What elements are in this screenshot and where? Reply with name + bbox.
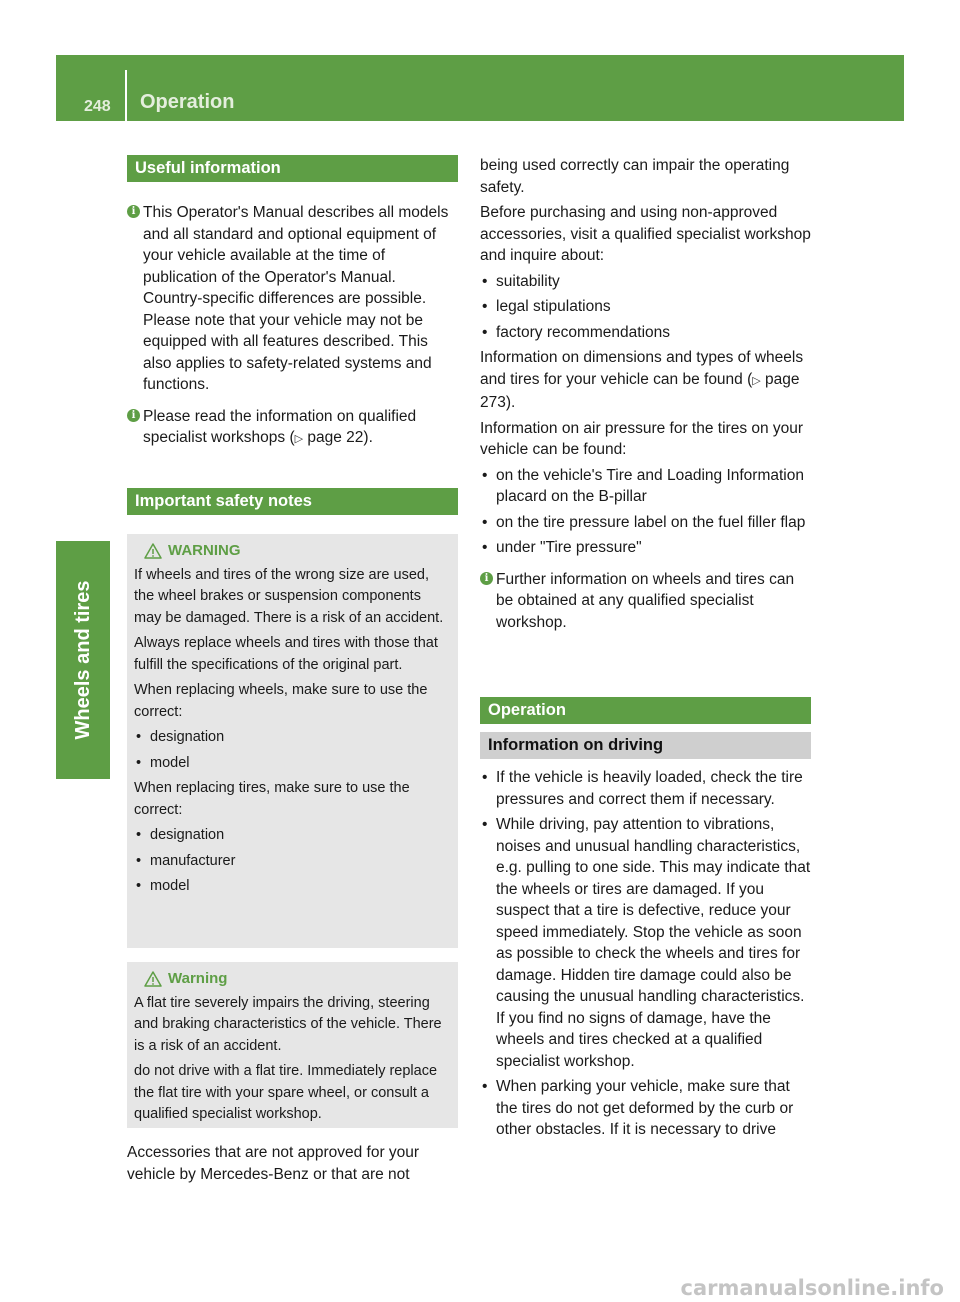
warning-text: If wheels and tires of the wrong size are used, the wheel brakes or suspension components may be damaged. There is a risk of an accident.	[134, 566, 444, 626]
dimensions-text: Information on dimensions and types of wheels and tires for your vehicle can be found (	[480, 349, 804, 388]
info-note-manual-text: This Operator's Manual describes all models and all standard and optional equipment of your vehicle available at the time of publication of the Operator's Manual. Country-specific differences are possible. Please note that your vehicle may not be equipped with all features described. This also applies to safety-related systems and functions.	[143, 204, 449, 393]
info-icon: i	[480, 572, 493, 585]
info-note-further	[480, 569, 811, 634]
page-ref-273[interactable]: page 273).	[480, 370, 800, 411]
warning-title: WARNING	[168, 542, 241, 559]
before-purchasing-paragraph: Before purchasing and using non-approved accessories, visit a qualified specialist workshop and inquire about:	[480, 204, 811, 264]
info-icon: i	[127, 409, 140, 422]
air-pressure-paragraph: Information on air pressure for the tires on your vehicle can be found:	[480, 419, 804, 458]
important-safety-notes-heading: Important safety notes	[127, 488, 458, 515]
warning-triangle-icon	[144, 971, 162, 987]
list-item: • on the tire pressure label on the fuel filler flap	[480, 512, 811, 534]
driving-list	[480, 767, 811, 1141]
right-text-block	[480, 155, 811, 633]
warning-title: Warning	[168, 970, 228, 987]
warning-box-flat-tire	[127, 962, 458, 1128]
warning-triangle-icon	[144, 543, 162, 559]
useful-info-block	[127, 202, 458, 451]
info-note-further-text: Further information on wheels and tires can be obtained at any qualified specialist workshop.	[496, 570, 795, 631]
list-item: • designation	[134, 825, 452, 847]
list-item: • While driving, pay attention to vibrations, noises and unusual handling characteristics, e.g. pulling to one side. This may indicate that the wheels or tires are damaged. If you suspect that a tire is defective, reduce your speed immediately. Stop the vehicle as soon as possible to check the wheels and tires for damage. Hidden tire damage could also be causing the unusual handling characteristics. If you find no signs of damage, have the wheels and tires checked at a qualified specialist workshop.	[480, 814, 811, 1072]
list-item: • model	[134, 753, 452, 775]
list-item: • If the vehicle is heavily loaded, check the tire pressures and correct them if necessary.	[480, 767, 811, 810]
page-number: 248	[84, 98, 111, 115]
side-tab-label: Wheels and tires	[72, 580, 94, 740]
warning-box-wheel-size	[127, 534, 458, 948]
info-note-manual	[127, 202, 458, 396]
list-item: • model	[134, 876, 452, 898]
header-divider	[125, 70, 127, 121]
dimensions-paragraph	[480, 347, 811, 414]
info-note-workshops	[127, 406, 458, 451]
warning-text: When replacing tires, make sure to use the correct:	[134, 780, 410, 818]
page-ref-22[interactable]: page 22).	[307, 429, 373, 446]
warning-text: do not drive with a flat tire. Immediately replace the flat tire with your spare wheel, or consult a qualified specialist workshop.	[134, 1063, 438, 1122]
list-item: • manufacturer	[134, 851, 452, 873]
info-note-workshops-text: Please read the information on qualified specialist workshops (	[143, 407, 417, 446]
warning-text: When replacing wheels, make sure to use the correct:	[134, 682, 428, 720]
list-item: • factory recommendations	[480, 322, 811, 344]
page-ref-arrow-icon: ▷	[294, 433, 304, 445]
watermark: carmanualsonline.info	[680, 1275, 944, 1300]
list-item: • legal stipulations	[480, 296, 811, 318]
accessories-paragraph: Accessories that are not approved for your vehicle by Mercedes-Benz or that are not	[127, 1144, 420, 1183]
useful-information-heading: Useful information	[127, 155, 458, 182]
continued-paragraph: being used correctly can impair the operating safety.	[480, 157, 790, 196]
list-item: • under "Tire pressure"	[480, 537, 811, 559]
warning-header	[134, 540, 452, 562]
info-icon: i	[127, 205, 140, 218]
list-item: • on the vehicle's Tire and Loading Information placard on the B-pillar	[480, 465, 811, 508]
warning-text: Always replace wheels and tires with those that fulfill the specifications of the original part.	[134, 635, 438, 673]
list-item: • suitability	[480, 271, 811, 293]
list-item: • When parking your vehicle, make sure that the tires do not get deformed by the curb or other obstacles. If it is necessary to drive	[480, 1076, 811, 1141]
warning-header	[134, 968, 452, 990]
page-ref-arrow-icon: ▷	[752, 374, 761, 387]
list-item: • designation	[134, 727, 452, 749]
operation-heading: Operation	[480, 697, 811, 724]
information-on-driving-heading: Information on driving	[480, 732, 811, 759]
warning-text: A flat tire severely impairs the driving, steering and braking characteristics of the vehicle. There is a risk of an accident.	[134, 994, 442, 1054]
header-title: Operation	[140, 91, 235, 113]
